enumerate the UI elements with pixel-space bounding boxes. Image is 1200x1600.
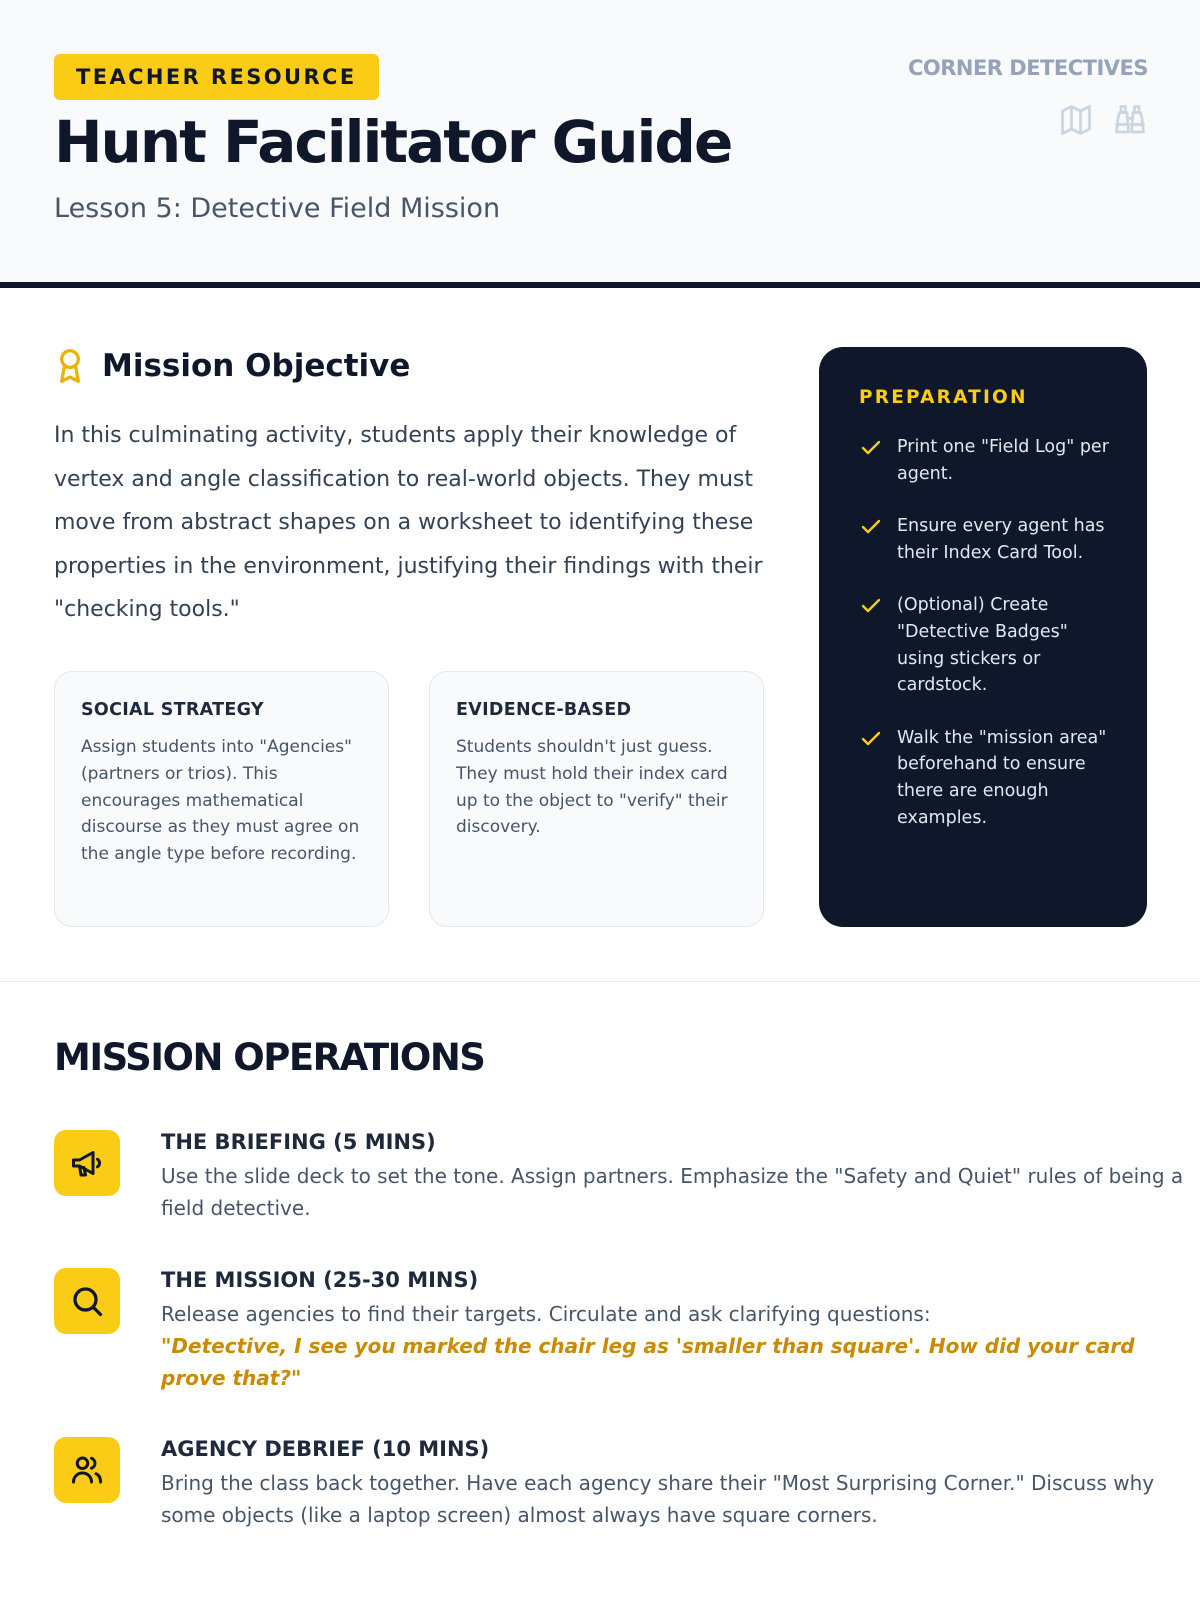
- operations-title: MISSION OPERATIONS: [54, 1036, 485, 1079]
- section-divider: [0, 981, 1200, 982]
- award-icon: [54, 348, 86, 384]
- resource-badge: TEACHER RESOURCE: [54, 54, 379, 100]
- card-title: EVIDENCE-BASED: [456, 700, 632, 720]
- list-item: [859, 592, 1111, 698]
- list-item: [859, 725, 1111, 831]
- step-title: THE BRIEFING (5 MINS): [161, 1130, 436, 1154]
- users-icon: [69, 1452, 105, 1488]
- step-body: [161, 1268, 1200, 1394]
- page-header: [0, 0, 1200, 288]
- card-text: Assign students into "Agencies" (partners or trios). This encourages mathematical discourse as they must agree on the angle type before recording.: [81, 737, 360, 865]
- check-icon: [859, 515, 883, 539]
- check-icon: [859, 594, 883, 618]
- step-text: Use the slide deck to set the tone. Assign partners. Emphasize the "Safety and Quiet" rules of being a field detective.: [161, 1164, 1184, 1220]
- check-icon: [859, 436, 883, 460]
- step-body: [161, 1437, 1200, 1531]
- map-icon: [1058, 102, 1094, 138]
- preparation-title: PREPARATION: [859, 387, 1028, 408]
- step-icon-tile: [54, 1130, 120, 1196]
- list-item: [859, 434, 1111, 487]
- binoculars-icon: [1112, 102, 1148, 138]
- evidence-card: [429, 671, 764, 927]
- objective-title: Mission Objective: [102, 348, 411, 384]
- step-quote: "Detective, I see you marked the chair leg as 'smaller than square'. How did your card prove that?": [161, 1334, 1135, 1390]
- step-body: [161, 1130, 1200, 1224]
- step-title: THE MISSION (25-30 MINS): [161, 1268, 479, 1292]
- list-item-text: (Optional) Create "Detective Badges" using stickers or cardstock.: [897, 595, 1068, 696]
- list-item-text: Print one "Field Log" per agent.: [897, 437, 1109, 484]
- step-icon-tile: [54, 1268, 120, 1334]
- list-item: [859, 513, 1111, 566]
- page-subtitle: Lesson 5: Detective Field Mission: [54, 193, 501, 224]
- step-title: AGENCY DEBRIEF (10 MINS): [161, 1437, 490, 1461]
- list-item-text: Ensure every agent has their Index Card Tool.: [897, 516, 1105, 563]
- brand-icons: [1058, 102, 1148, 138]
- search-icon: [69, 1283, 105, 1319]
- objective-text: In this culminating activity, students apply their knowledge of vertex and angle classification to real-world objects. They must move from abstract shapes on a worksheet to identifying these properties in the environment, justifying their findings with their "checking tools.": [54, 423, 763, 622]
- check-icon: [859, 727, 883, 751]
- page-title: Hunt Facilitator Guide: [54, 108, 732, 176]
- step-text: Release agencies to find their targets. Circulate and ask clarifying questions:: [161, 1302, 931, 1326]
- objective-heading: [54, 348, 410, 384]
- preparation-panel: [819, 347, 1147, 927]
- card-title: SOCIAL STRATEGY: [81, 700, 264, 720]
- megaphone-icon: [69, 1145, 105, 1181]
- brand-name: CORNER DETECTIVES: [907, 56, 1148, 80]
- preparation-list: [859, 434, 1111, 831]
- strategy-card: [54, 671, 389, 927]
- list-item-text: Walk the "mission area" beforehand to ensure there are enough examples.: [897, 727, 1107, 828]
- step-icon-tile: [54, 1437, 120, 1503]
- step-text: Bring the class back together. Have each agency share their "Most Surprising Corner." Discuss why some objects (like a laptop screen) almost always have square corners.: [161, 1471, 1155, 1527]
- card-text: Students shouldn't just guess. They must hold their index card up to the object to "verify" their discovery.: [456, 737, 728, 838]
